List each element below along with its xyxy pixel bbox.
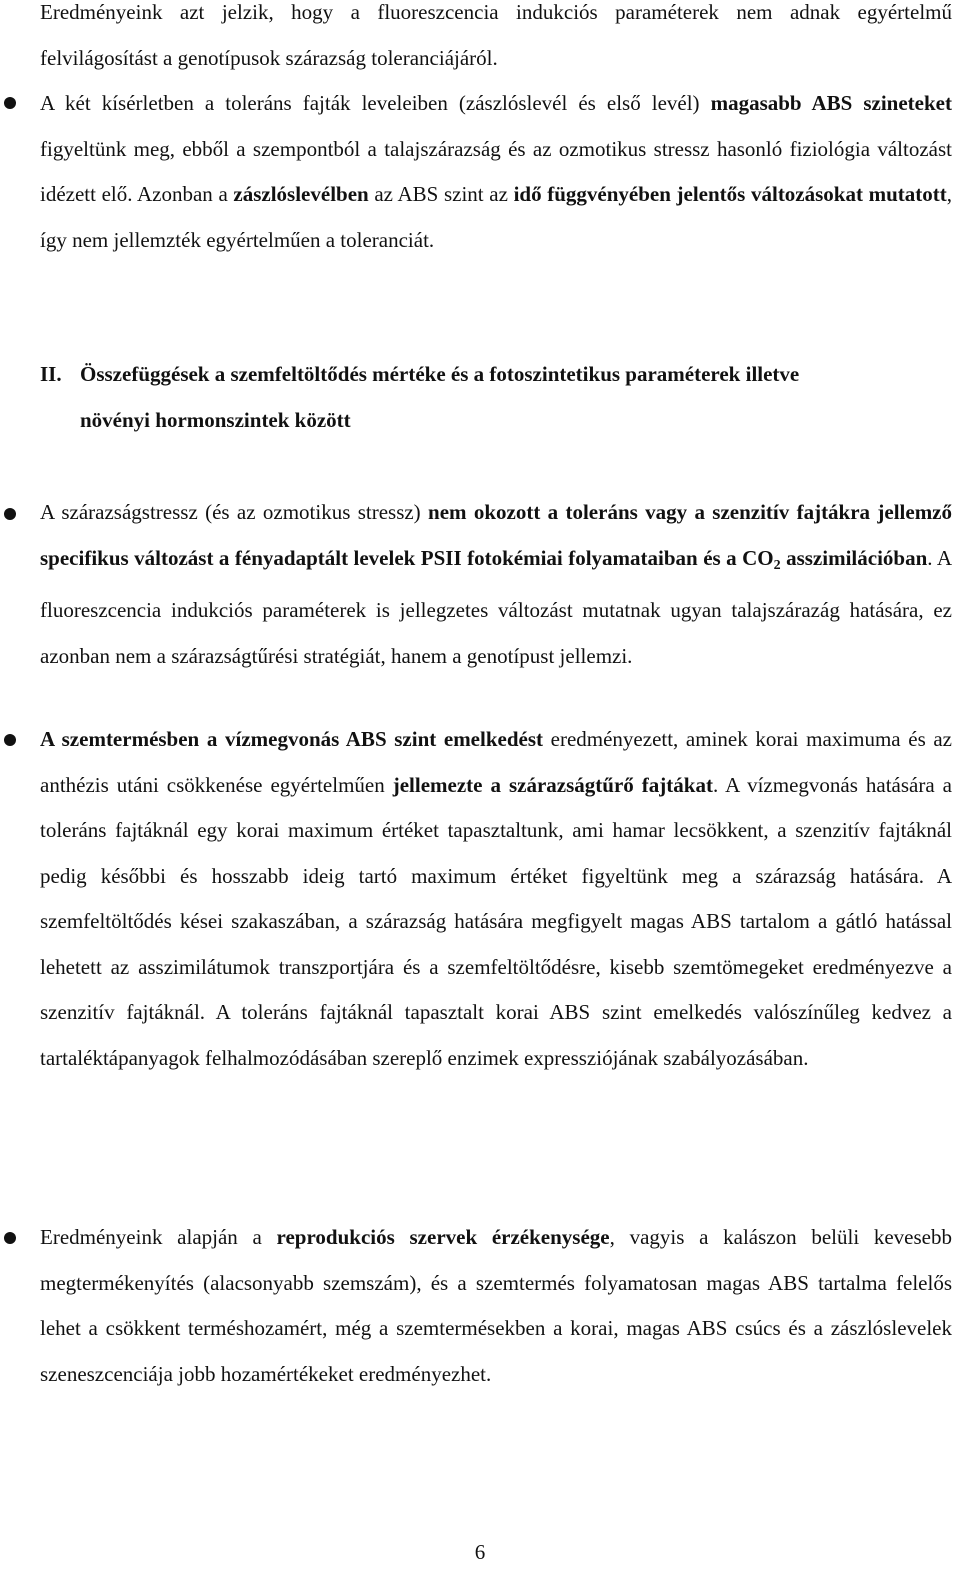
section-number: II. (40, 362, 62, 386)
bullet-paragraph-grain-abs (40, 717, 952, 1081)
bold-run: nem okozott a toleráns vagy a szenzitív fajtákra jellemző specifikus változást a fényadaptált levelek PSII fotokémiai folyamataiban és a CO (40, 500, 953, 570)
page-number: 6 (474, 1540, 486, 1564)
section-heading-line2 (80, 398, 952, 444)
bullet-paragraph-abs-leaves (40, 81, 952, 263)
bold-run: idő függvényében jelentős változásokat mutatott (513, 182, 947, 206)
text-run: . A vízmegvonás hatására a toleráns fajtáknál egy korai maximum értéket tapasztaltunk, ami hamar lecsökkent, a szenzitív fajtáknál pedig későbbi és hosszabb ideig tartó maximum értéket figyeltünk meg a szárazság hatására. A szemfeltöltődés kései szakaszában, a szárazság hatására megfigyelt magas ABS tartalom a gátló hatással lehetett az asszimilátumok transzportjára és a szemfeltöltődésre, kisebb szemtömegeket eredményezve a szenzitív fajtáknál. A toleráns fajtáknál tapasztalt korai ABS szint emelkedés valószínűleg kedvez a tartaléktápanyagok felhalmozódásában szereplő enzimek expressziójának szabályozásában. (40, 772, 952, 1070)
bullet-point-icon (4, 1232, 16, 1244)
text-run: , így nem jellemzték egyértelműen a toleranciát. (40, 182, 953, 252)
bold-run: zászlóslevélben (233, 182, 369, 206)
bold-run: A szemtermésben a vízmegvonás ABS szint emelkedést (40, 727, 544, 751)
text-run: . A fluoreszcencia indukciós paraméterek is jellegzetes változást mutatnak ugyan talajszárazág hatására, ez azonban nem a szárazságtűrési stratégiát, hanem a genotípust jellemzi. (40, 545, 952, 668)
bullet-point-icon (4, 734, 16, 746)
intro-text: Eredményeink azt jelzik, hogy a fluoreszcencia indukciós paraméterek nem adnak egyértelmű felvilágosítást a genotípusok szárazság toleranciájáról. (40, 0, 952, 70)
text-run: eredményezett, aminek korai maximuma és az anthézis utáni csökkenése egyértelműen (40, 727, 953, 797)
bullet-paragraph-reproductive (40, 1215, 952, 1397)
bullet-paragraph-psii (40, 490, 952, 679)
section-heading (40, 352, 952, 398)
intro-paragraph (40, 0, 952, 81)
section-title-line2: növényi hormonszintek között (80, 408, 351, 432)
bold-run: jellemezte a szárazságtűrő fajtákat (392, 772, 713, 797)
bullet-point-icon (4, 97, 16, 109)
bold-run: reprodukciós szervek érzékenysége (276, 1225, 610, 1249)
bold-run: asszimilációban (780, 545, 928, 570)
text-run: figyeltünk meg, ebből a szempontból a talajszárazság és az ozmotikus stressz hasonló fiziológia változást idézett elő. Azonban a (40, 136, 952, 206)
text-run: , vagyis a kalászon belüli kevesebb megtermékenyítés (alacsonyabb szemszám), és a szemtermés folyamatosan magas ABS tartalma felelős lehet a csökkent terméshozamért, még a szemtermésekben a korai, magas ABS csúcs és a zászlóslevelek szeneszcenciája jobb hozamértékeket eredményezhet. (40, 1225, 952, 1386)
text-run: Eredményeink alapján a (40, 1225, 277, 1249)
section-title-line1: Összefüggések a szemfeltöltődés mértéke és a fotoszintetikus paraméterek illetve (80, 362, 800, 386)
bold-run: magasabb ABS szineteket (710, 91, 952, 115)
bullet-point-icon (4, 508, 16, 520)
text-run: A két kísérletben a toleráns fajták leveleiben (zászlóslevél és első levél) (40, 91, 711, 115)
text-run: az ABS szint az (368, 182, 514, 206)
text-run: A szárazságstressz (és az ozmotikus stressz) (40, 500, 429, 524)
subscript: 2 (773, 557, 781, 573)
